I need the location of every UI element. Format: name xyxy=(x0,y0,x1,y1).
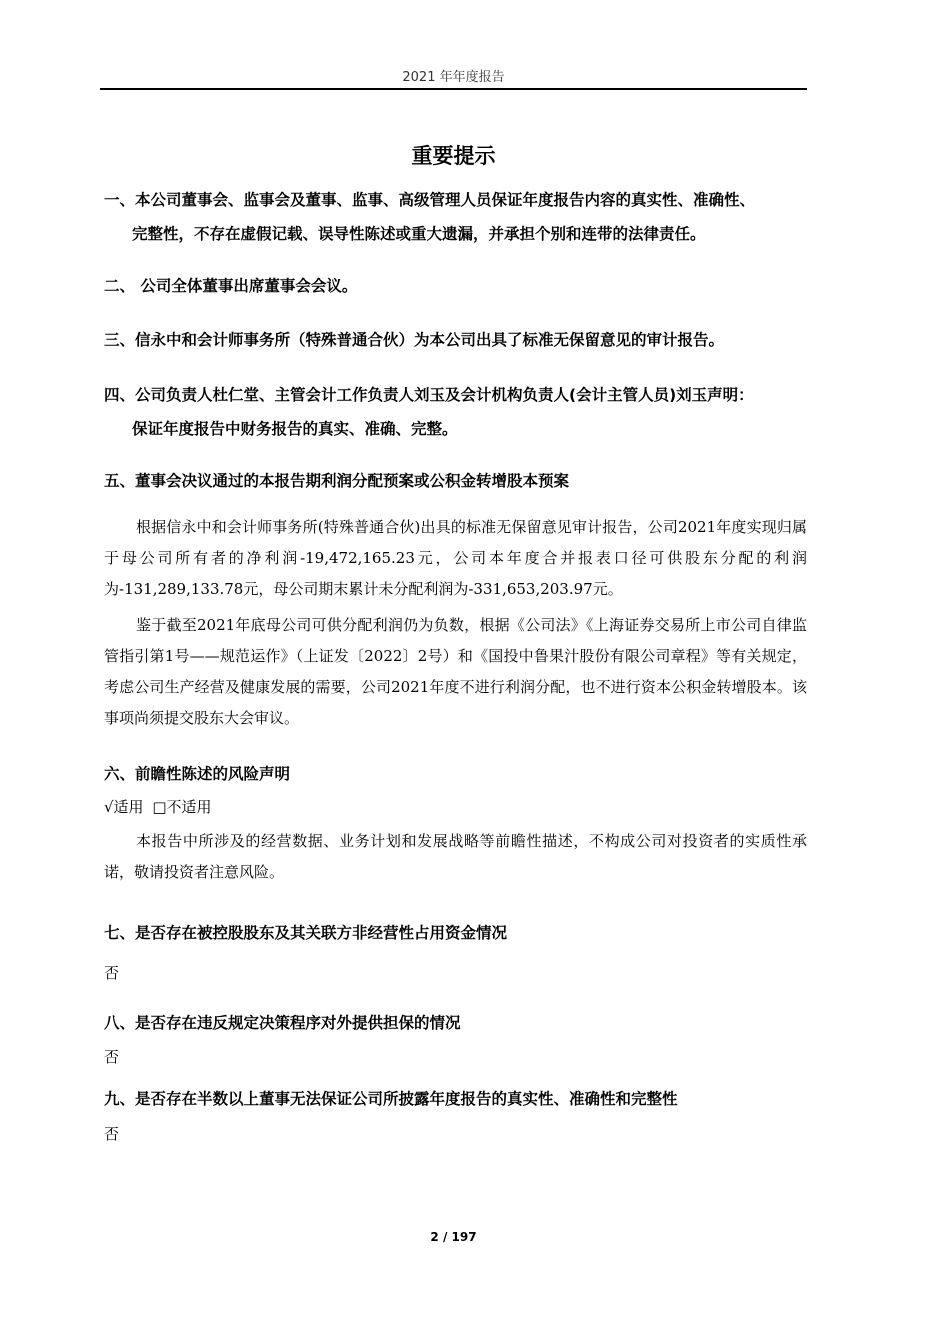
section-8-heading: 八、是否存在违反规定决策程序对外提供担保的情况 xyxy=(104,1014,461,1032)
applicable-checked: √适用 xyxy=(104,798,144,816)
section-4-line2: 保证年度报告中财务报告的真实、准确、完整。 xyxy=(132,420,458,438)
section-6-paragraph: 本报告中所涉及的经营数据、业务计划和发展战略等前瞻性描述，不构成公司对投资者的实质性承诺，敬请投资者注意风险。 xyxy=(104,832,807,881)
section-8-answer: 否 xyxy=(104,1048,120,1066)
section-9-heading: 九、是否存在半数以上董事无法保证公司所披露年度报告的真实性、准确性和完整性 xyxy=(104,1090,678,1108)
section-2: 二、 公司全体董事出席董事会会议。 xyxy=(104,277,358,295)
section-5-paragraph-2: 鉴于截至2021年底母公司可供分配利润仍为负数，根据《公司法》《上海证券交易所上市公司自律监管指引第1号——规范运作》（上证发〔2022〕2号）和《国投中鲁果汁股份有限公司章程》等有关规定，考虑公司生产经营及健康发展的需要，公司2021年度不进行利润分配，也不进行资本公积金转增股本。该事项尚须提交股东大会审议。 xyxy=(104,616,807,727)
section-9-answer: 否 xyxy=(104,1125,120,1143)
section-7-heading: 七、是否存在被控股股东及其关联方非经营性占用资金情况 xyxy=(104,924,508,942)
applicability-options xyxy=(104,796,216,817)
page-title: 重要提示 xyxy=(411,144,496,168)
not-applicable-unchecked: □不适用 xyxy=(152,798,212,816)
header-divider xyxy=(100,88,807,90)
section-5-heading: 五、董事会决议通过的本报告期利润分配预案或公积金转增股本预案 xyxy=(104,472,570,490)
report-header: 2021 年年度报告 xyxy=(402,70,505,85)
section-6-heading: 六、前瞻性陈述的风险声明 xyxy=(104,765,291,783)
section-5-paragraph-1: 根据信永中和会计师事务所(特殊普通合伙)出具的标准无保留意见审计报告，公司2021年度实现归属于母公司所有者的净利润-19,472,165.23元，公司本年度合并报表口径可供股东分配的利润为-131,289,133.78元，母公司期末累计未分配利润为-331,653,203.97元。 xyxy=(104,518,807,598)
section-4-line1: 四、公司负责人杜仁堂、主管会计工作负责人刘玉及会计机构负责人(会计主管人员)刘玉声明： xyxy=(104,386,754,404)
section-1 xyxy=(104,183,816,251)
section-7-answer: 否 xyxy=(104,964,120,982)
section-3: 三、信永中和会计师事务所（特殊普通合伙）为本公司出具了标准无保留意见的审计报告。 xyxy=(104,331,725,349)
section-1-line2: 完整性，不存在虚假记载、误导性陈述或重大遗漏，并承担个别和连带的法律责任。 xyxy=(132,225,706,243)
section-1-line1: 一、本公司董事会、监事会及董事、监事、高级管理人员保证年度报告内容的真实性、准确性、 xyxy=(104,191,756,209)
section-4 xyxy=(104,378,816,446)
page-number: 2 / 197 xyxy=(430,1230,477,1244)
